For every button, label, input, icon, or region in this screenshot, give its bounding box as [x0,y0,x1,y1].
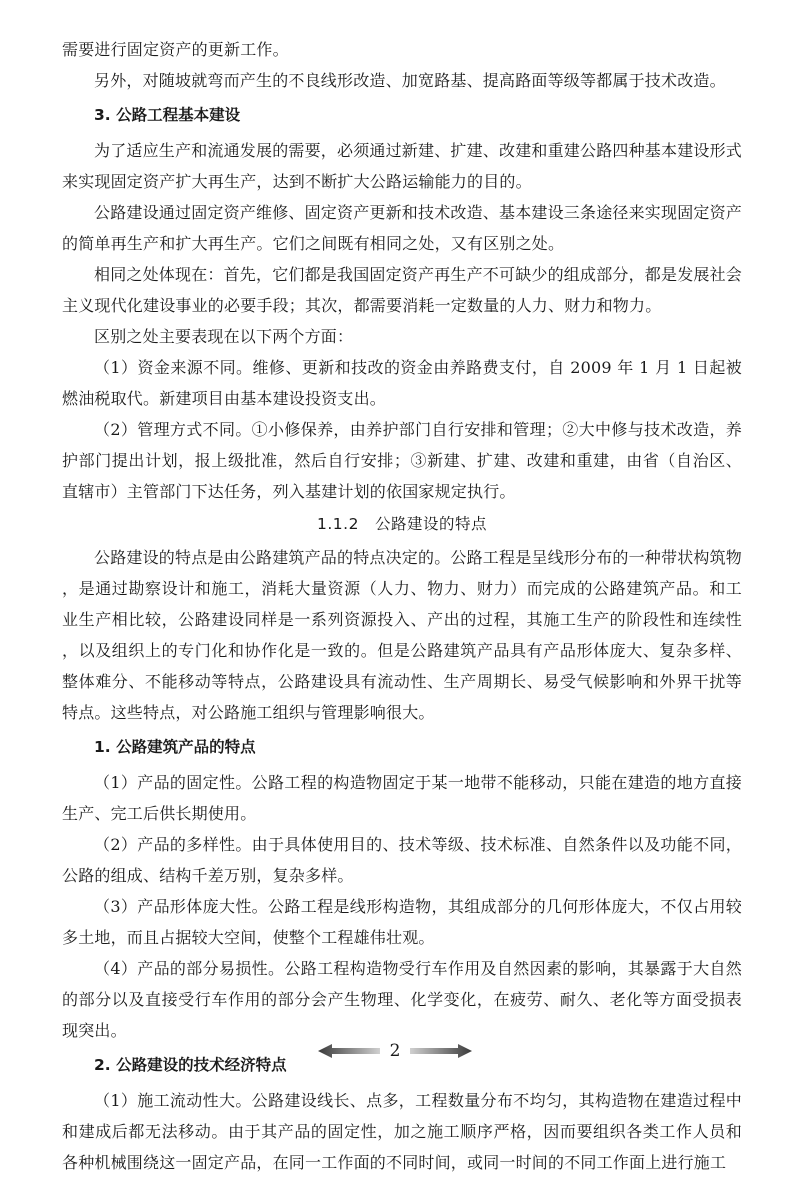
arrow-right-icon [410,1043,472,1059]
paragraph: 为了适应生产和流通发展的需要，必须通过新建、扩建、改建和重建公路四种基本建设形式来实现固定资产扩大再生产，达到不断扩大公路运输能力的目的。 [62,141,743,191]
paragraph-technical-renovation: 另外，对随坡就弯而产生的不良线形改造、加宽路基、提高路面等级等都属于技术改造。 [94,71,726,90]
paragraph: 公路建设的特点是由公路建筑产品的特点决定的。公路工程是呈线形分布的一种带状构筑物，是通过勘察设计和施工，消耗大量资源（人力、物力、财力）而完成的公路建筑产品。和工业生产相比较，公路建设同样是一系列资源投入、产出的过程，其施工生产的阶段性和连续性，以及组织上的专门化和协作化是一致的。但是公路建筑产品具有产品形体庞大、复杂多样、整体难分、不能移动等特点，公路建设具有流动性、生产周期长、易受气候影响和外界干扰等特点。这些特点，对公路施工组织与管理影响很大。 [62,548,743,722]
list-item: （4）产品的部分易损性。公路工程构造物受行车作用及自然因素的影响，其暴露于大自然的部分以及直接受行车作用的部分会产生物理、化学变化，在疲劳、耐久、老化等方面受损表现突出。 [62,959,742,1040]
paragraph: 公路建设通过固定资产维修、固定资产更新和技术改造、基本建设三条途径来实现固定资产的简单再生产和扩大再生产。它们之间既有相同之处，又有区别之处。 [62,203,743,253]
list-item: （3）产品形体庞大性。公路工程是线形构造物，其组成部分的几何形体庞大，不仅占用较多土地，而且占据较大空间，使整个工程雄伟壮观。 [62,897,742,947]
section-heading-basic-construction: 3. 公路工程基本建设 [94,106,241,124]
list-item: （1）施工流动性大。公路建设线长、点多，工程数量分布不均匀，其构造物在建造过程中和建成后都无法移动。由于其产品的固定性，加之施工顺序严格，因而要组织各类工作人员和各种机械围绕这一固定产品，在同一工作面的不同时间，或同一时间的不同工作面上进行施工 [62,1091,742,1172]
paragraph: 区别之处主要表现在以下两个方面： [94,327,354,346]
subsection-heading-tech-econ-features: 2. 公路建设的技术经济特点 [94,1056,287,1074]
list-item: （1）产品的固定性。公路工程的构造物固定于某一地带不能移动，只能在建造的地方直接生产、完工后供长期使用。 [62,773,742,823]
paragraph-continued: 需要进行固定资产的更新工作。 [62,40,289,59]
arrow-left-icon [318,1043,380,1059]
paragraph: （2）管理方式不同。①小修保养，由养护部门自行安排和管理；②大中修与技术改造，养护部门提出计划，报上级批准，然后自行安排；③新建、扩建、改建和重建，由省（自治区、直辖市）主管部门下达任务，列入基建计划的依国家规定执行。 [62,420,742,501]
subsection-heading-product-features: 1. 公路建筑产品的特点 [94,738,256,756]
page-number: 2 [389,1041,401,1061]
page-footer [0,1036,790,1066]
section-heading-1-1-2: 1.1.2 公路建设的特点 [317,515,487,533]
paragraph: （1）资金来源不同。维修、更新和技改的资金由养路费支付，自 2009 年 1 月 1 日起被燃油税取代。新建项目由基本建设投资支出。 [62,358,742,408]
paragraph: 相同之处体现在：首先，它们都是我国固定资产再生产不可缺少的组成部分，都是发展社会主义现代化建设事业的必要手段；其次，都需要消耗一定数量的人力、财力和物力。 [62,265,743,315]
list-item: （2）产品的多样性。由于具体使用目的、技术等级、技术标准、自然条件以及功能不同，公路的组成、结构千差万别，复杂多样。 [62,835,742,885]
page-content [62,34,742,1178]
